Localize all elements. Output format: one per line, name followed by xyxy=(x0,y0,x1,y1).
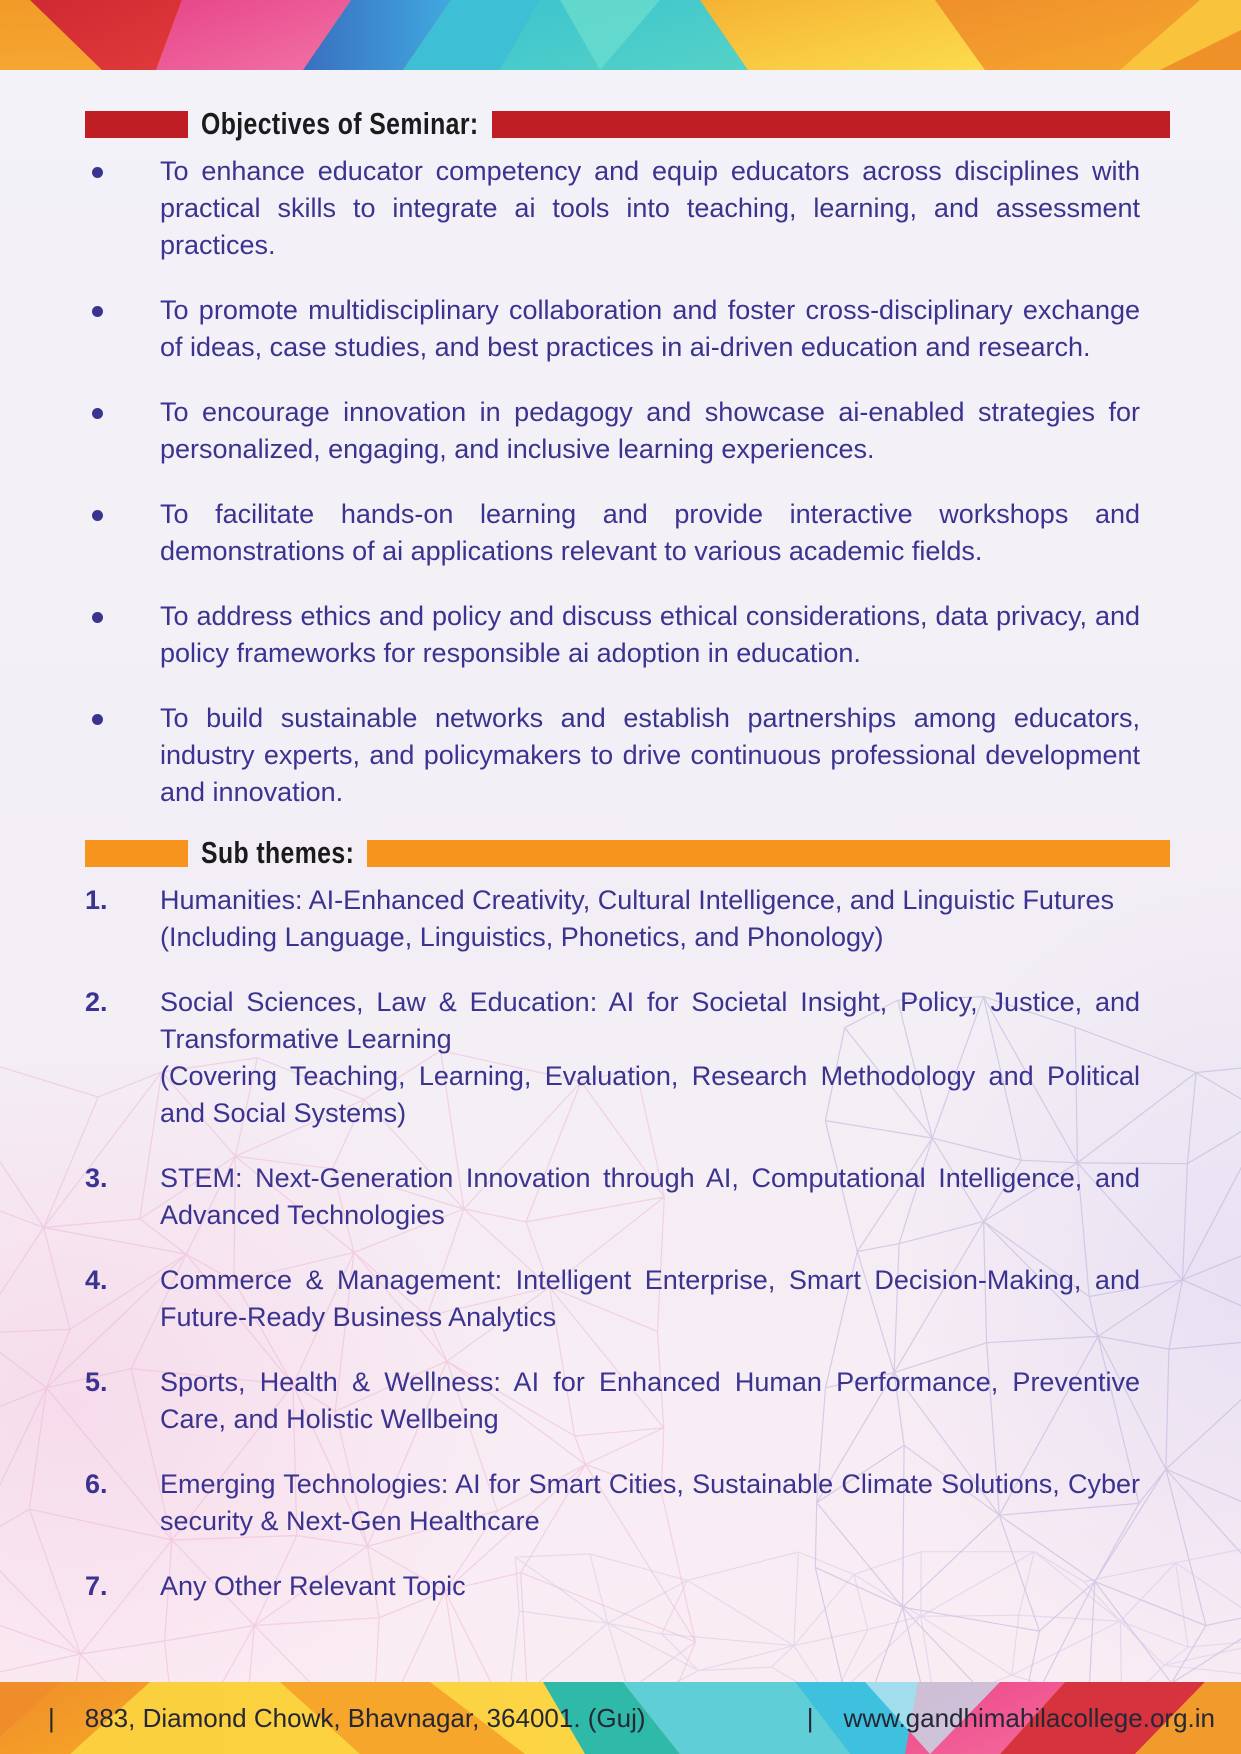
objective-text: To promote multidisciplinary collaboration and foster cross-disciplinary exchange of ideas, case studies, and best practices in ai-driven education and research. xyxy=(160,295,1140,362)
subtheme-text: STEM: Next-Generation Innovation through AI, Computational Intelligence, and Advanced Technologies xyxy=(160,1163,1140,1230)
subthemes-list xyxy=(85,882,1170,1605)
objectives-heading xyxy=(85,106,1170,141)
subtheme-note: (Covering Teaching, Learning, Evaluation, Research Methodology and Political and Social Systems) xyxy=(160,1061,1140,1128)
objective-text: To build sustainable networks and establish partnerships among educators, industry experts, and policymakers to drive continuous professional development and innovation. xyxy=(160,703,1140,807)
subthemes-heading xyxy=(85,835,1170,870)
subtheme-number: 4. xyxy=(85,1265,108,1295)
heading-accent-bar xyxy=(492,111,1170,138)
objective-text: To address ethics and policy and discuss ethical considerations, data privacy, and policy frameworks for responsible ai adoption in education. xyxy=(160,601,1140,668)
objective-text: To enhance educator competency and equip educators across disciplines with practical skills to integrate ai tools into teaching, learning, and assessment practices. xyxy=(160,156,1140,260)
bullet-icon xyxy=(92,408,103,419)
subtheme-item xyxy=(85,1160,1170,1234)
bullet-icon xyxy=(92,167,103,178)
subtheme-note: (Including Language, Linguistics, Phonetics, and Phonology) xyxy=(160,922,884,952)
objective-item xyxy=(85,394,1170,468)
subtheme-number: 7. xyxy=(85,1571,108,1601)
subtheme-number: 5. xyxy=(85,1367,108,1397)
subtheme-text: Sports, Health & Wellness: AI for Enhanced Human Performance, Preventive Care, and Holistic Wellbeing xyxy=(160,1367,1140,1434)
subtheme-number: 6. xyxy=(85,1469,108,1499)
subtheme-number: 2. xyxy=(85,987,108,1017)
main-content xyxy=(0,70,1241,1605)
top-banner-decoration xyxy=(0,0,1241,70)
footer-address-text: 883, Diamond Chowk, Bhavnagar, 364001. (Guj) xyxy=(84,1702,646,1733)
subtheme-text: Humanities: AI-Enhanced Creativity, Cultural Intelligence, and Linguistic Futures xyxy=(160,885,1114,915)
subtheme-number: 3. xyxy=(85,1163,108,1193)
bullet-icon xyxy=(92,714,103,725)
objective-item xyxy=(85,700,1170,811)
footer-separator: | xyxy=(48,1702,55,1733)
objectives-list xyxy=(85,153,1170,811)
objective-text: To encourage innovation in pedagogy and showcase ai-enabled strategies for personalized, engaging, and inclusive learning experiences. xyxy=(160,397,1140,464)
footer xyxy=(0,1682,1241,1754)
footer-website xyxy=(807,1703,1215,1734)
bullet-icon xyxy=(92,612,103,623)
objective-item xyxy=(85,153,1170,264)
footer-separator: | xyxy=(806,1702,814,1733)
objective-text: To facilitate hands-on learning and provide interactive workshops and demonstrations of ai applications relevant to various academic fields. xyxy=(160,499,1140,566)
subtheme-item xyxy=(85,1466,1170,1540)
subtheme-item xyxy=(85,1364,1170,1438)
subtheme-item xyxy=(85,882,1170,956)
objective-item xyxy=(85,496,1170,570)
heading-accent-bar xyxy=(85,840,188,867)
subtheme-text: Social Sciences, Law & Education: AI for Societal Insight, Policy, Justice, and Transformative Learning xyxy=(160,987,1140,1054)
subtheme-text: Emerging Technologies: AI for Smart Cities, Sustainable Climate Solutions, Cyber security & Next-Gen Healthcare xyxy=(160,1469,1140,1536)
subtheme-item xyxy=(85,984,1170,1132)
subtheme-number: 1. xyxy=(85,885,108,915)
objective-item xyxy=(85,598,1170,672)
heading-accent-bar xyxy=(367,840,1170,867)
subtheme-text: Any Other Relevant Topic xyxy=(160,1571,466,1601)
footer-website-text: www.gandhimahilacollege.org.in xyxy=(843,1702,1215,1733)
objectives-title: Objectives of Seminar: xyxy=(201,106,479,141)
footer-text-row xyxy=(0,1682,1241,1754)
subtheme-text: Commerce & Management: Intelligent Enterprise, Smart Decision-Making, and Future-Ready Business Analytics xyxy=(160,1265,1140,1332)
objective-item xyxy=(85,292,1170,366)
bullet-icon xyxy=(92,306,103,317)
subtheme-item xyxy=(85,1568,1170,1605)
footer-address xyxy=(48,1703,646,1734)
bullet-icon xyxy=(92,510,103,521)
heading-accent-bar xyxy=(85,111,188,138)
subthemes-title: Sub themes: xyxy=(201,835,355,870)
subtheme-item xyxy=(85,1262,1170,1336)
